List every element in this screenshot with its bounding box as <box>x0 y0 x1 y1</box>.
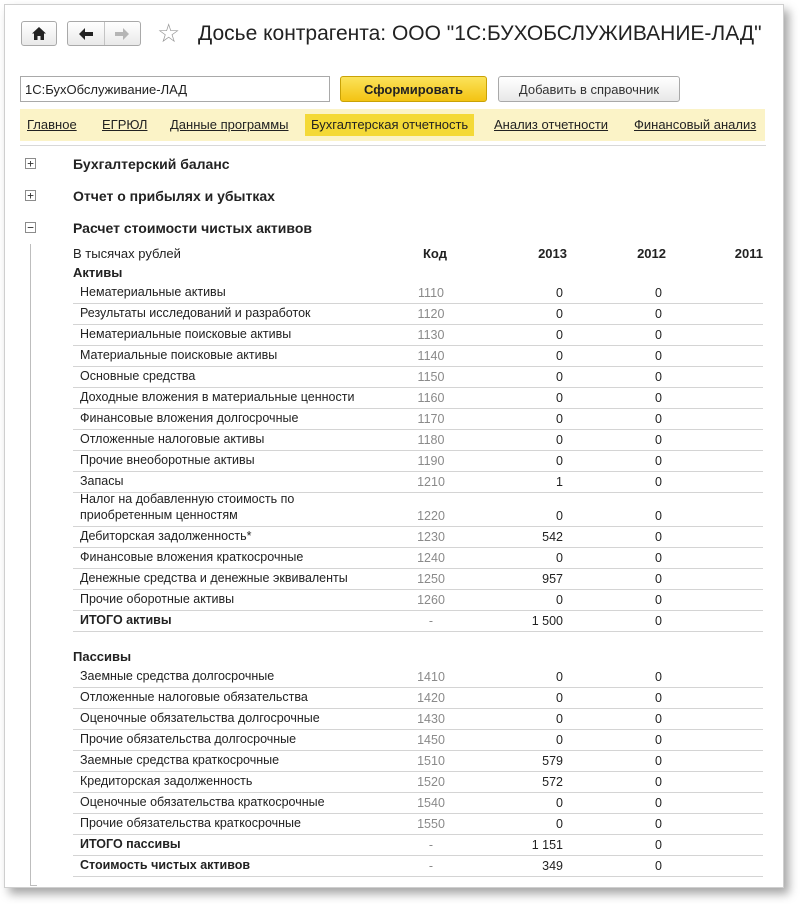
table-row <box>73 793 763 814</box>
row-name: Прочие оборотные активы <box>80 592 235 606</box>
row-value-2013: 1 151 <box>531 838 563 852</box>
row-code: 1410 <box>417 670 445 684</box>
row-value-2012: 0 <box>655 614 662 628</box>
table-row <box>73 451 763 472</box>
row-value-2012: 0 <box>655 712 662 726</box>
tab-reports-analysis[interactable]: Анализ отчетности <box>494 117 609 132</box>
row-code: 1140 <box>417 349 445 363</box>
table-row <box>73 472 763 493</box>
table-row <box>73 667 763 688</box>
row-value-2013: 0 <box>556 370 563 384</box>
row-name: Финансовые вложения краткосрочные <box>80 550 304 564</box>
row-value-2012: 0 <box>655 286 662 300</box>
row-value-2013: 0 <box>556 796 563 810</box>
row-value-2012: 0 <box>655 670 662 684</box>
row-name: Прочие внеоборотные активы <box>80 453 255 467</box>
row-value-2013: 0 <box>556 733 563 747</box>
row-value-2013: 0 <box>556 328 563 342</box>
section-title-pnl: Отчет о прибылях и убытках <box>73 188 275 204</box>
row-value-2013: 0 <box>556 712 563 726</box>
row-name: Основные средства <box>80 369 196 383</box>
group-bracket <box>30 244 37 886</box>
row-name: Заемные средства краткосрочные <box>80 753 280 767</box>
row-code: 1250 <box>417 572 445 586</box>
row-name: Результаты исследований и разработок <box>80 306 311 320</box>
row-value-2013: 0 <box>556 391 563 405</box>
row-value-2012: 0 <box>655 370 662 384</box>
table-row <box>73 569 763 590</box>
table-row <box>73 409 763 430</box>
row-name: Прочие обязательства долгосрочные <box>80 732 297 746</box>
row-value-2013: 572 <box>542 775 563 789</box>
row-value-2013: 0 <box>556 691 563 705</box>
table-row <box>73 493 763 527</box>
row-value-2013: 542 <box>542 530 563 544</box>
table-row <box>73 688 763 709</box>
row-code: 1550 <box>417 817 445 831</box>
section-title-net-assets: Расчет стоимости чистых активов <box>73 220 312 236</box>
add-to-directory-button[interactable]: Добавить в справочник <box>498 76 680 102</box>
row-value-2012: 0 <box>655 593 662 607</box>
row-name: Нематериальные активы <box>80 285 226 299</box>
table-row <box>73 388 763 409</box>
row-value-2012: 0 <box>655 412 662 426</box>
row-value-2013: 579 <box>542 754 563 768</box>
home-icon <box>32 27 46 40</box>
column-header-2011: 2011 <box>734 246 763 261</box>
row-value-2013: 0 <box>556 349 563 363</box>
counterparty-search-input[interactable] <box>20 76 330 102</box>
row-value-2013: 0 <box>556 817 563 831</box>
row-name: Кредиторская задолженность <box>80 774 253 788</box>
row-code: 1220 <box>417 509 445 523</box>
row-value-2013: 0 <box>556 433 563 447</box>
row-value-2012: 0 <box>655 433 662 447</box>
row-value-2013: 0 <box>556 412 563 426</box>
row-value-2013: 0 <box>556 286 563 300</box>
row-name: Запасы <box>80 474 124 488</box>
home-button[interactable] <box>21 21 57 46</box>
row-code: - <box>428 859 434 873</box>
row-value-2012: 0 <box>655 509 662 523</box>
report-area <box>20 145 766 888</box>
row-code: 1540 <box>417 796 445 810</box>
arrow-right-icon <box>115 28 129 40</box>
row-name: Отложенные налоговые активы <box>80 432 265 446</box>
arrow-left-icon <box>79 28 93 40</box>
history-navigation <box>67 21 141 46</box>
row-code: 1510 <box>417 754 445 768</box>
table-row <box>73 814 763 835</box>
row-value-2012: 0 <box>655 391 662 405</box>
page-title: Досье контрагента: ООО "1С:БУХОБСЛУЖИВАНИЕ-ЛАД" <box>198 22 762 45</box>
row-name: Прочие обязательства краткосрочные <box>80 816 301 830</box>
row-name: ИТОГО активы <box>80 613 172 627</box>
row-value-2012: 0 <box>655 817 662 831</box>
expand-toggle-pnl[interactable]: + <box>25 190 36 201</box>
row-value-2012: 0 <box>655 475 662 489</box>
table-row <box>73 611 763 632</box>
row-code: 1180 <box>417 433 445 447</box>
row-value-2012: 0 <box>655 572 662 586</box>
row-code: 1520 <box>417 775 445 789</box>
row-code: - <box>428 838 434 852</box>
row-name: Заемные средства долгосрочные <box>80 669 275 683</box>
row-name: Оценочные обязательства долгосрочные <box>80 711 320 725</box>
assets-group-label: Активы <box>73 265 123 280</box>
table-row <box>73 590 763 611</box>
title-bar <box>5 5 784 65</box>
tab-accounting-reports[interactable]: Бухгалтерская отчетность <box>305 114 474 136</box>
expand-toggle-balance[interactable]: + <box>25 158 36 169</box>
row-code: 1110 <box>418 286 444 300</box>
row-code: 1120 <box>417 307 445 321</box>
row-name: Стоимость чистых активов <box>80 858 251 872</box>
row-name: Отложенные налоговые обязательства <box>80 690 308 704</box>
table-row <box>73 548 763 569</box>
row-value-2012: 0 <box>655 551 662 565</box>
table-row <box>73 325 763 346</box>
table-row <box>73 856 763 877</box>
row-value-2012: 0 <box>655 349 662 363</box>
row-name: Доходные вложения в материальные ценности <box>80 390 355 404</box>
table-row <box>73 772 763 793</box>
row-name: Дебиторская задолженность* <box>80 529 252 543</box>
row-name: Нематериальные поисковые активы <box>80 327 292 341</box>
table-row <box>73 835 763 856</box>
table-row <box>73 304 763 325</box>
row-code: 1430 <box>417 712 445 726</box>
collapse-toggle-net-assets[interactable]: − <box>25 222 36 233</box>
row-code: 1260 <box>417 593 445 607</box>
generate-button[interactable]: Сформировать <box>340 76 487 102</box>
back-button[interactable] <box>68 22 104 45</box>
row-value-2012: 0 <box>655 754 662 768</box>
table-row <box>73 367 763 388</box>
section-title-balance: Бухгалтерский баланс <box>73 156 230 172</box>
forward-button[interactable] <box>104 22 140 45</box>
row-code: 1190 <box>417 454 445 468</box>
row-code: 1160 <box>417 391 445 405</box>
row-value-2013: 1 <box>556 475 563 489</box>
row-value-2013: 0 <box>556 551 563 565</box>
row-value-2013: 349 <box>542 859 563 873</box>
row-code: 1170 <box>417 412 445 426</box>
row-code: 1240 <box>417 551 445 565</box>
row-code: 1420 <box>417 691 445 705</box>
table-row <box>73 430 763 451</box>
row-value-2013: 0 <box>556 593 563 607</box>
row-name: Налог на добавленную стоимость по приобретенным ценностям <box>80 492 295 522</box>
table-row <box>73 751 763 772</box>
row-code: 1450 <box>417 733 445 747</box>
row-code: 1230 <box>417 530 445 544</box>
liabilities-group-label: Пассивы <box>73 649 132 664</box>
row-code: 1130 <box>417 328 445 342</box>
table-row <box>73 730 763 751</box>
row-value-2012: 0 <box>655 796 662 810</box>
row-code: 1150 <box>417 370 445 384</box>
row-name: Оценочные обязательства краткосрочные <box>80 795 325 809</box>
row-value-2013: 1 500 <box>531 614 563 628</box>
row-value-2012: 0 <box>655 328 662 342</box>
row-value-2012: 0 <box>655 530 662 544</box>
row-value-2013: 0 <box>556 307 563 321</box>
column-header-2012: 2012 <box>637 246 666 261</box>
row-value-2012: 0 <box>655 454 662 468</box>
row-value-2012: 0 <box>655 838 662 852</box>
row-name: Денежные средства и денежные эквиваленты <box>80 571 348 585</box>
tab-financial-analysis[interactable]: Финансовый анализ <box>634 117 757 132</box>
star-icon[interactable]: ☆ <box>157 18 181 48</box>
row-value-2012: 0 <box>655 691 662 705</box>
table-row <box>73 527 763 548</box>
window <box>4 4 784 888</box>
row-value-2013: 0 <box>556 670 563 684</box>
tab-bar <box>20 109 765 141</box>
row-value-2012: 0 <box>655 859 662 873</box>
column-header-code: Код <box>423 246 447 261</box>
table-row <box>73 346 763 367</box>
tab-program-data[interactable]: Данные программы <box>170 117 289 132</box>
row-value-2013: 0 <box>556 509 563 523</box>
column-header-2013: 2013 <box>538 246 567 261</box>
table-row <box>73 283 763 304</box>
tab-main[interactable]: Главное <box>27 117 77 132</box>
row-name: ИТОГО пассивы <box>80 837 181 851</box>
row-code: - <box>428 614 434 628</box>
tab-egrul[interactable]: ЕГРЮЛ <box>102 117 148 132</box>
row-value-2013: 0 <box>556 454 563 468</box>
row-value-2012: 0 <box>655 775 662 789</box>
row-name: Материальные поисковые активы <box>80 348 278 362</box>
row-value-2013: 957 <box>542 572 563 586</box>
units-label: В тысячах рублей <box>73 246 181 261</box>
row-name: Финансовые вложения долгосрочные <box>80 411 299 425</box>
row-value-2012: 0 <box>655 307 662 321</box>
table-row <box>73 709 763 730</box>
row-value-2012: 0 <box>655 733 662 747</box>
row-code: 1210 <box>417 475 445 489</box>
